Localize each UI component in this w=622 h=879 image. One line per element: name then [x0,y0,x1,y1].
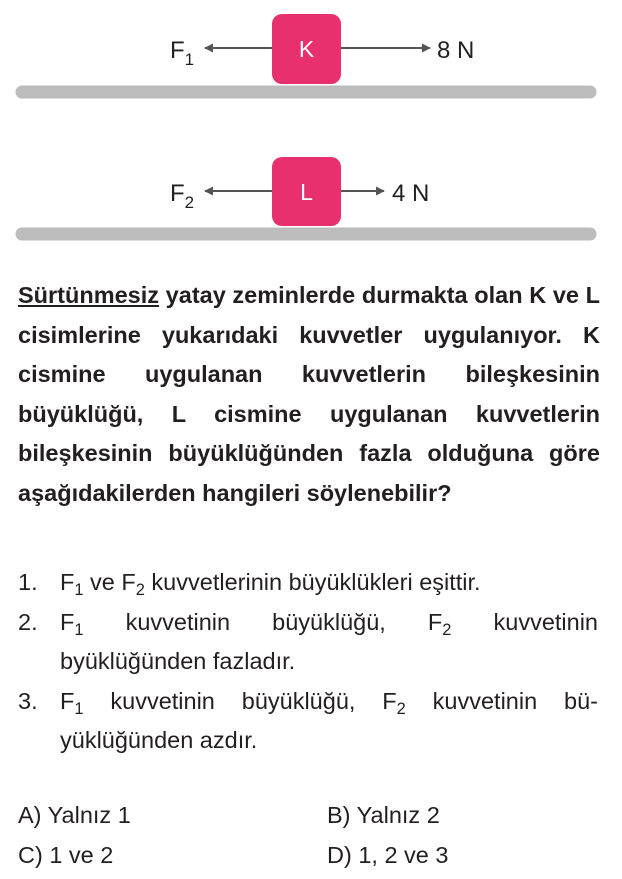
statement-3 [18,682,598,761]
statement-text: F [60,687,75,714]
question-underlined-word: Sürtünmesiz [18,282,160,308]
statement-list [18,563,598,761]
statement-number: 3. [18,687,38,714]
force-label-f1: $F_1$ [170,37,195,69]
statement-text: kuvvetinin büyüklüğünden azdır. [60,687,598,753]
subscript: 1 [74,581,84,599]
subscript: 1 [74,620,84,639]
scene-k [22,14,590,92]
option-a[interactable]: A) Yalnız 1 [18,802,131,828]
question-text: yatay zeminlerde durmakta olan K ve L cisimlerine yukarıdaki kuvvetler uygulanıyor. K cismine uygulanan kuvvetlerin bileşkesinin büyüklüğü, L cismine uygulanan kuvvetlerin bileşkesinin büyüklüğünden fazla olduğuna göre aşağıdakilerden hangileri söylenebilir? [18,282,600,506]
option-b[interactable]: B) Yalnız 2 [327,802,440,828]
statement-text: F [60,608,75,635]
question-stem [18,276,600,513]
force-label-f2: $F_2$ [170,180,195,212]
force-label-4n: 4 N [392,180,430,207]
statement-1 [18,563,598,603]
block-k-label: K [298,36,315,62]
statement-text: F [60,569,75,595]
statement-text: kuvvetlerinin büyüklükleri eşittir. [144,569,481,595]
scene-l [22,157,590,234]
subscript: 2 [396,699,406,718]
statement-number: 1. [18,569,38,595]
option-c[interactable]: C) 1 ve 2 [18,842,114,868]
option-d[interactable]: D) 1, 2 ve 3 [327,842,449,868]
statement-text: kuvvetinin büyüklüğü, F [83,608,443,635]
statement-2 [18,603,598,682]
subscript: 2 [135,581,145,599]
subscript: 1 [74,699,84,718]
force-label-8n: 8 N [437,37,475,64]
statement-text: kuvvetinin byüklüğünden fazladır. [60,608,598,674]
force-diagram [0,0,622,260]
block-l-label: L [300,179,313,205]
subscript: 2 [442,620,452,639]
statement-text: kuvvetinin büyüklüğü, F [83,687,397,714]
statement-number: 2. [18,608,38,635]
statement-text: ve F [83,569,136,595]
